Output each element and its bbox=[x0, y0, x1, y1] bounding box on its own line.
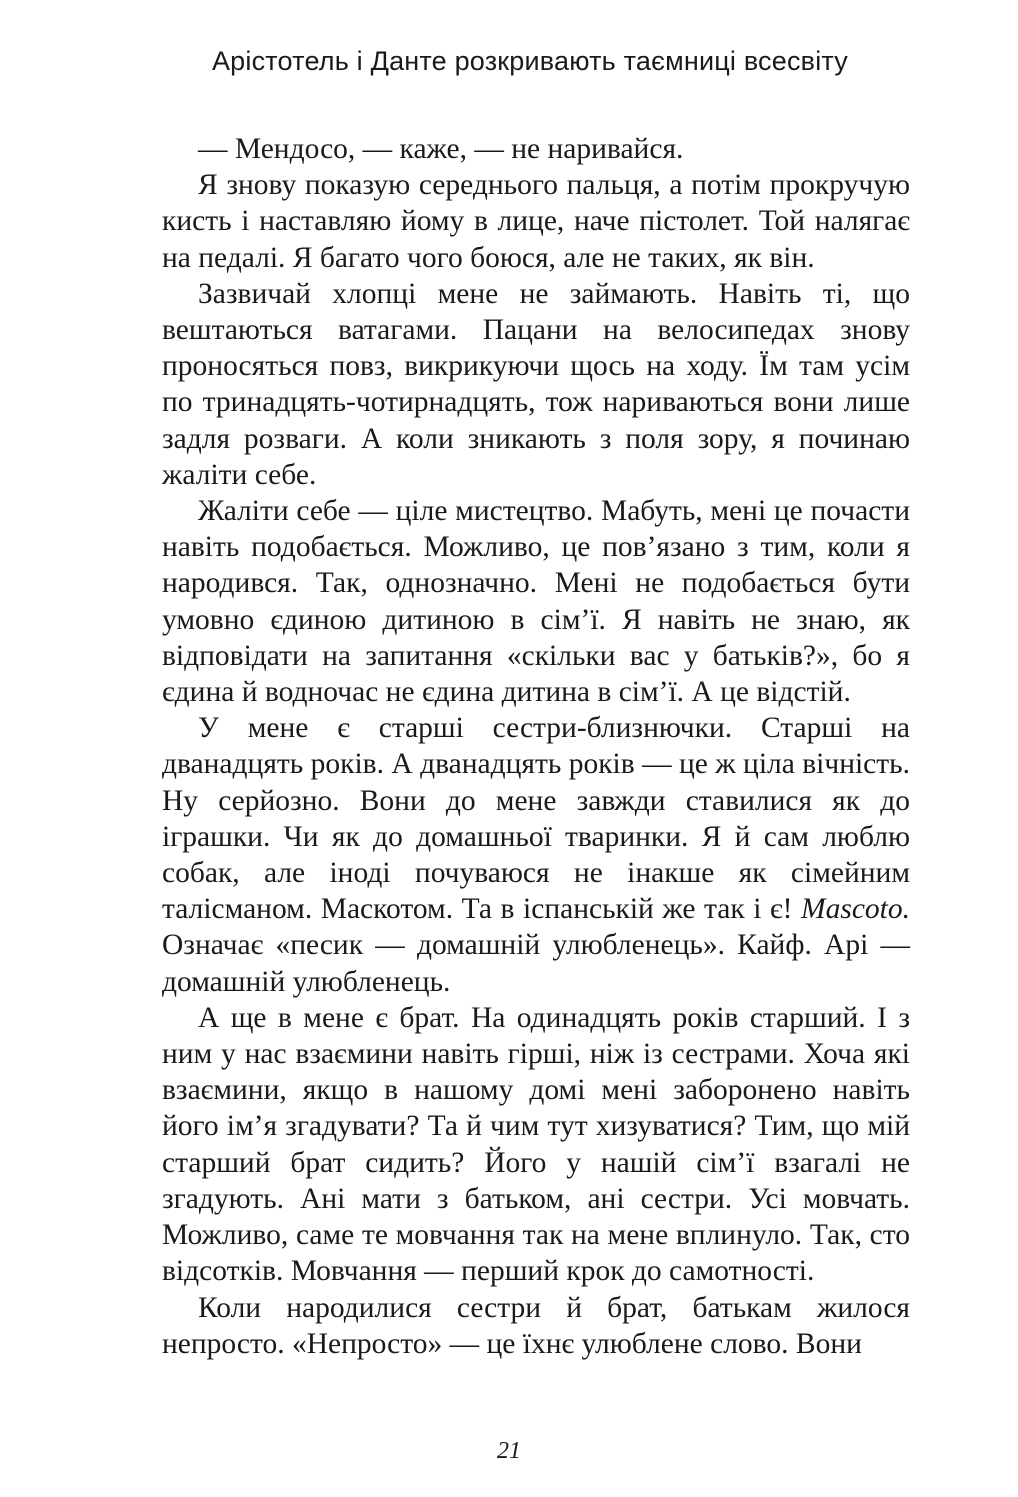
body-text bbox=[162, 131, 910, 1362]
paragraph-6: А ще в мене є брат. На одинадцять років старший. І з ним у нас взаємини навіть гірші, ніж із сестрами. Хоча які взаємини, якщо в нашому домі мені заборонено навіть його ім’я згадувати? Та й чим тут хизуватися? Тим, що мій старший брат сидить? Його у нашій сім’ї взагалі не згадують. Ані мати з батьком, ані сестри. Усі мовчать. Можливо, саме те мовчання так на мене вплинуло. Так, сто відсотків. Мовчання — перший крок до самотності. bbox=[162, 1001, 910, 1288]
paragraph-4: Жаліти себе — ціле мистецтво. Мабуть, мені це почасти навіть подобається. Можливо, це пов’язано з тим, коли я народився. Так, однозначно. Мені не подобається бути умовно єдиною дитиною в сім’ї. Я навіть не знаю, як відповідати на запитання «скільки вас у батьків?», бо я єдина й водночас не єдина дитина в сім’ї. А це відстій. bbox=[162, 495, 910, 709]
paragraph-1: — Мендосо, — каже, — не наривайся. bbox=[198, 133, 684, 165]
page-number: 21 bbox=[497, 1438, 521, 1464]
paragraph-5 bbox=[162, 710, 910, 1000]
paragraph-5-text-end: Означає «песик — домашній улюбленець». Кайф. Арі — домашній улюбленець. bbox=[162, 929, 910, 998]
italic-word-mascoto: Mascoto. bbox=[801, 893, 910, 926]
paragraph-2: Я знову показую середнього пальця, а потім прокручую кисть і наставляю йому в лице, наче пістолет. Той налягає на педалі. Я багато чого боюся, але не таких, як він. bbox=[162, 169, 910, 274]
running-head: Арістотель і Данте розкривають таємниці всесвіту bbox=[211, 46, 848, 76]
paragraph-3: Зазвичай хлопці мене не займають. Навіть ті, що вештаються ватагами. Пацани на велосипедах знову проносяться повз, викрикуючи щось на ходу. Їм там усім по тринадцять-чотирнадцять, тож нариваються вони лише задля розваги. А коли зникають з поля зору, я починаю жаліти себе. bbox=[162, 277, 910, 491]
paragraph-5-text-start: У мене є старші сестри-близнючки. Старші на дванадцять років. А дванадцять років — це ж ціла вічність. Ну серйозно. Вони до мене завжди ставилися як до іграшки. Чи як до домашньої тваринки. Я й сам люблю собак, але іноді почуваюся не інакше як сімейним талісманом. Маскотом. Та в іспанській же так і є! bbox=[162, 712, 910, 926]
paragraph-7: Коли народилися сестри й брат, батькам жилося непросто. «Непросто» — це їхнє улюблене слово. Вони bbox=[162, 1291, 910, 1360]
